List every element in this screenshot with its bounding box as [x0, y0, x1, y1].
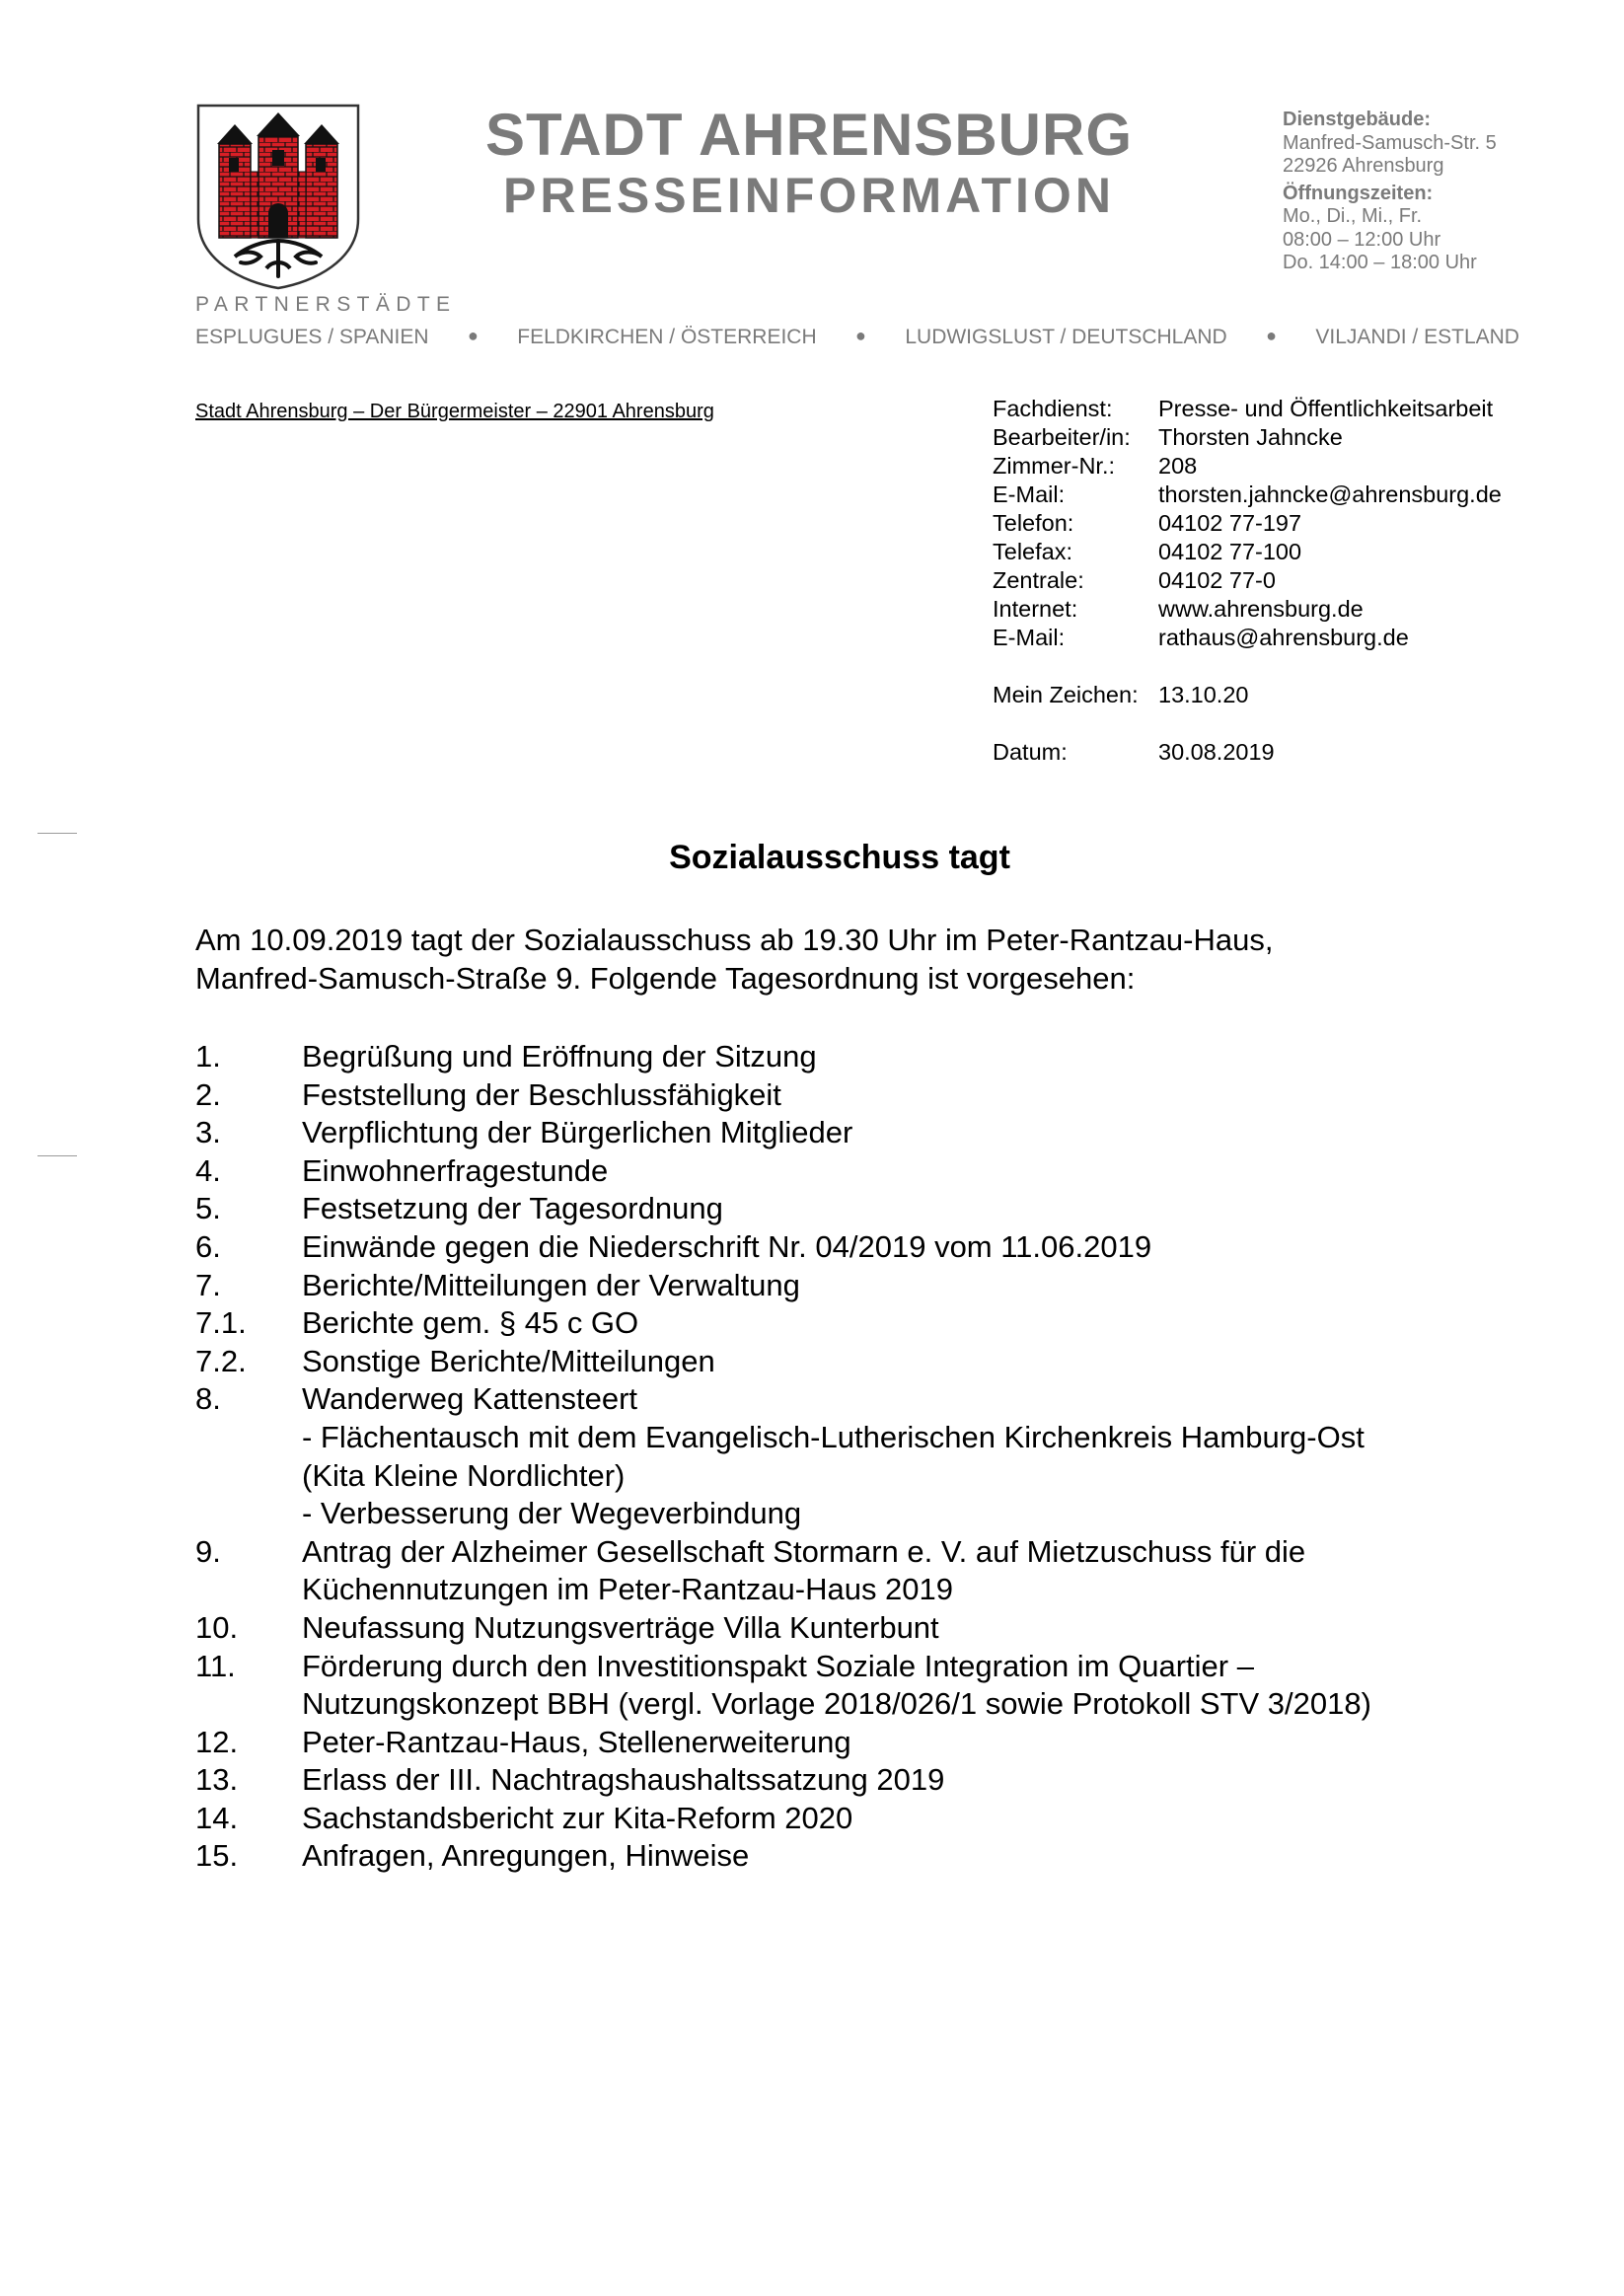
agenda-item-line: Festsetzung der Tagesordnung: [302, 1191, 723, 1226]
agenda-item-line: Peter-Rantzau-Haus, Stellenerweiterung: [302, 1724, 851, 1759]
agenda-item: [195, 1800, 1508, 1838]
agenda-item: [195, 1343, 1508, 1381]
separator-dot-icon: ●: [467, 326, 479, 345]
agenda-item: [195, 1304, 1508, 1343]
contact-email-link[interactable]: thorsten.jahncke@ahrensburg.de: [1158, 481, 1502, 507]
agenda-item: [195, 1609, 1508, 1648]
press-headline: Sozialausschuss tagt: [669, 839, 1010, 876]
contact-row: [993, 509, 1502, 538]
page-subtitle: PRESSEINFORMATION: [503, 168, 1115, 223]
contact-row: [993, 452, 1502, 481]
contact-label: E-Mail:: [993, 481, 1066, 507]
contact-website-link[interactable]: www.ahrensburg.de: [1158, 596, 1364, 622]
contact-value: 04102 77-100: [1158, 539, 1302, 564]
contact-value: 13.10.20: [1158, 682, 1249, 707]
agenda-item: [195, 1228, 1508, 1267]
agenda-item-text: [302, 1837, 1508, 1876]
intro-line: Am 10.09.2019 tagt der Sozialausschuss ab 19.30 Uhr im Peter-Rantzau-Haus,: [195, 923, 1274, 957]
contact-row: [993, 538, 1502, 566]
contact-email-link[interactable]: rathaus@ahrensburg.de: [1158, 625, 1409, 650]
office-address-line1: Manfred-Samusch-Str. 5: [1283, 131, 1497, 154]
agenda-item-text: [302, 1076, 1508, 1115]
agenda-item-line: Förderung durch den Investitionspakt Soziale Integration im Quartier –: [302, 1648, 1254, 1683]
agenda-item-number: 5.: [195, 1191, 221, 1226]
agenda-item-number: 13.: [195, 1762, 239, 1798]
agenda-item-number: 12.: [195, 1724, 239, 1759]
contact-label: Telefax:: [993, 539, 1072, 564]
contact-label: Zentrale:: [993, 567, 1084, 593]
office-info: [1283, 109, 1579, 275]
agenda-item-text: [302, 1152, 1508, 1191]
agenda-item-number: 7.: [195, 1267, 221, 1302]
agenda-item-number: 9.: [195, 1533, 221, 1569]
contact-label: Bearbeiter/in:: [993, 424, 1131, 450]
contact-value: 04102 77-0: [1158, 567, 1276, 593]
agenda-item-line: (Kita Kleine Nordlichter): [302, 1457, 626, 1493]
agenda-list: [195, 1038, 1508, 1876]
agenda-item-number: 2.: [195, 1076, 221, 1112]
contact-label: Telefon:: [993, 510, 1074, 536]
sender-address-line: Stadt Ahrensburg – Der Bürgermeister – 22901 Ahrensburg: [195, 401, 714, 422]
partner-city: LUDWIGSLUST / DEUTSCHLAND: [905, 326, 1227, 348]
agenda-item-number: 3.: [195, 1115, 221, 1150]
agenda-item-number: 4.: [195, 1152, 221, 1188]
office-hours-line1: Mo., Di., Mi., Fr.: [1283, 205, 1423, 227]
separator-dot-icon: ●: [855, 326, 866, 345]
agenda-item-line: Sachstandsbericht zur Kita-Reform 2020: [302, 1800, 853, 1835]
agenda-item: [195, 1761, 1508, 1800]
contact-label: E-Mail:: [993, 625, 1066, 650]
agenda-item-line: Sonstige Berichte/Mitteilungen: [302, 1343, 715, 1378]
agenda-item: [195, 1114, 1508, 1152]
agenda-item-text: [302, 1724, 1508, 1762]
contact-row: [993, 566, 1502, 595]
agenda-item-text: [302, 1533, 1508, 1609]
intro-paragraph: [195, 921, 1508, 998]
agenda-item-line: Verpflichtung der Bürgerlichen Mitglieder: [302, 1115, 853, 1150]
agenda-item: [195, 1190, 1508, 1228]
contact-value: Presse- und Öffentlichkeitsarbeit: [1158, 396, 1494, 421]
contact-row: [993, 652, 1502, 709]
agenda-item: [195, 1267, 1508, 1305]
agenda-item-line: Neufassung Nutzungsverträge Villa Kunterbunt: [302, 1609, 939, 1645]
separator-dot-icon: ●: [1266, 326, 1277, 345]
agenda-item: [195, 1724, 1508, 1762]
partner-cities-label: PARTNERSTÄDTE: [195, 293, 457, 316]
agenda-item-line: Begrüßung und Eröffnung der Sitzung: [302, 1039, 817, 1074]
fold-mark: [37, 1155, 77, 1156]
office-hours-line3: Do. 14:00 – 18:00 Uhr: [1283, 252, 1477, 273]
agenda-item-text: [302, 1648, 1508, 1724]
contact-row: [993, 395, 1502, 423]
agenda-item-text: [302, 1304, 1508, 1343]
agenda-item-number: 6.: [195, 1228, 221, 1264]
contact-row: [993, 624, 1502, 652]
contact-label: Mein Zeichen:: [993, 682, 1139, 707]
partner-city: VILJANDI / ESTLAND: [1315, 326, 1519, 348]
contact-row: [993, 595, 1502, 624]
agenda-item-line: Wanderweg Kattensteert: [302, 1381, 638, 1417]
agenda-item-line: Antrag der Alzheimer Gesellschaft Stormarn e. V. auf Mietzuschuss für die: [302, 1533, 1306, 1569]
contact-value: Thorsten Jahncke: [1158, 424, 1343, 450]
agenda-item-number: 1.: [195, 1039, 221, 1074]
agenda-item: [195, 1837, 1508, 1876]
contact-value: 208: [1158, 453, 1198, 479]
agenda-item-text: [302, 1609, 1508, 1648]
partner-city: FELDKIRCHEN / ÖSTERREICH: [517, 326, 817, 348]
contact-label: Fachdienst:: [993, 396, 1113, 421]
agenda-item-line: Küchennutzungen im Peter-Rantzau-Haus 2019: [302, 1572, 954, 1607]
agenda-item-text: [302, 1228, 1508, 1267]
agenda-item-number: 7.2.: [195, 1343, 247, 1378]
agenda-item-line: - Flächentausch mit dem Evangelisch-Lutherischen Kirchenkreis Hamburg-Ost: [302, 1419, 1365, 1454]
agenda-item: [195, 1648, 1508, 1724]
contact-label: Datum:: [993, 739, 1068, 765]
agenda-item-number: 7.1.: [195, 1305, 247, 1341]
agenda-item-text: [302, 1038, 1508, 1076]
agenda-item-number: 15.: [195, 1838, 239, 1874]
agenda-item-line: Feststellung der Beschlussfähigkeit: [302, 1076, 781, 1112]
agenda-item-line: Einwohnerfragestunde: [302, 1152, 609, 1188]
agenda-item-text: [302, 1114, 1508, 1152]
contact-value: 04102 77-197: [1158, 510, 1302, 536]
agenda-item-text: [302, 1190, 1508, 1228]
agenda-item-line: Erlass der III. Nachtragshaushaltssatzung 2019: [302, 1762, 945, 1798]
agenda-item-text: [302, 1267, 1508, 1305]
contact-value: 30.08.2019: [1158, 739, 1275, 765]
agenda-item: [195, 1152, 1508, 1191]
contact-label: Internet:: [993, 596, 1078, 622]
agenda-item: [195, 1038, 1508, 1076]
contact-label: Zimmer-Nr.:: [993, 453, 1116, 479]
fold-mark: [37, 833, 77, 834]
office-hours-label: Öffnungszeiten:: [1283, 182, 1434, 204]
agenda-item-number: 11.: [195, 1648, 236, 1683]
contact-block: [993, 395, 1502, 767]
agenda-item: [195, 1533, 1508, 1609]
agenda-item-line: Anfragen, Anregungen, Hinweise: [302, 1838, 750, 1874]
contact-row: [993, 481, 1502, 509]
agenda-item-number: 10.: [195, 1609, 239, 1645]
page-title: STADT AHRENSBURG: [485, 102, 1133, 168]
agenda-item-text: [302, 1761, 1508, 1800]
agenda-item-text: [302, 1380, 1508, 1532]
agenda-item-line: Nutzungskonzept BBH (vergl. Vorlage 2018/026/1 sowie Protokoll STV 3/2018): [302, 1686, 1371, 1722]
agenda-item-line: Einwände gegen die Niederschrift Nr. 04/2019 vom 11.06.2019: [302, 1228, 1152, 1264]
agenda-item: [195, 1076, 1508, 1115]
agenda-item-text: [302, 1343, 1508, 1381]
agenda-item-number: 14.: [195, 1800, 239, 1835]
ahrensburg-coat-of-arms-icon: [195, 103, 361, 290]
agenda-item-number: 8.: [195, 1381, 221, 1417]
agenda-item-line: Berichte gem. § 45 c GO: [302, 1305, 639, 1341]
intro-line: Manfred-Samusch-Straße 9. Folgende Tagesordnung ist vorgesehen:: [195, 961, 1136, 996]
office-hours-line2: 08:00 – 12:00 Uhr: [1283, 228, 1441, 251]
office-address-line2: 22926 Ahrensburg: [1283, 155, 1444, 177]
agenda-item: [195, 1380, 1508, 1532]
partner-city: ESPLUGUES / SPANIEN: [195, 326, 429, 348]
agenda-item-line: - Verbesserung der Wegeverbindung: [302, 1496, 802, 1531]
agenda-item-text: [302, 1800, 1508, 1838]
agenda-item-line: Berichte/Mitteilungen der Verwaltung: [302, 1267, 800, 1302]
office-building-label: Dienstgebäude:: [1283, 109, 1432, 130]
contact-row: [993, 709, 1502, 767]
partner-cities-row: [195, 326, 1519, 349]
contact-row: [993, 423, 1502, 452]
